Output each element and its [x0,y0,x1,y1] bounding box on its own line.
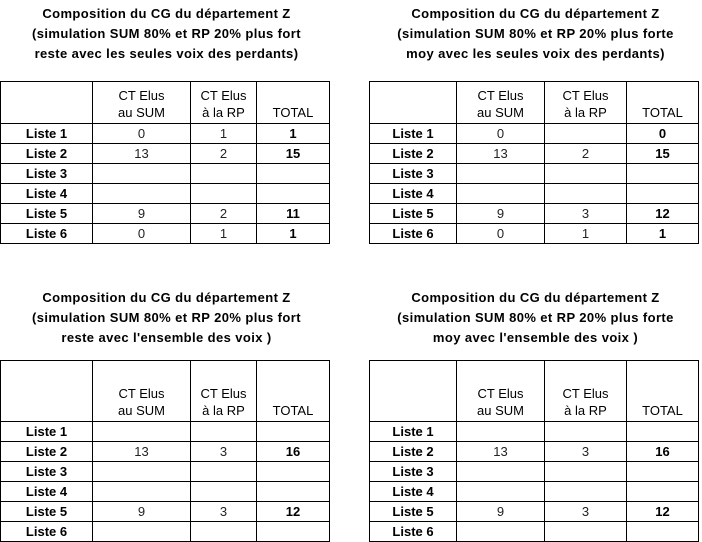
table-row [1,522,330,542]
table-row [370,144,699,164]
cell-rp [545,184,627,204]
cell-sum: 9 [93,502,191,522]
cell-total [627,422,699,442]
cell-rp: 3 [545,204,627,224]
cell-sum: 13 [93,144,191,164]
table-row [1,462,330,482]
cell-total: 16 [627,442,699,462]
row-label: Liste 6 [1,522,93,542]
table-block-bottom-right [369,288,702,542]
cell-rp: 1 [545,224,627,244]
cell-sum: 13 [93,442,191,462]
table-row [370,502,699,522]
row-label: Liste 2 [370,442,457,462]
table-title: Composition du CG du département Z (simulation SUM 80% et RP 20% plus fort reste avec l'ensemble des voix ) [32,290,301,345]
row-label: Liste 5 [1,204,93,224]
cell-sum [457,522,545,542]
table-row [1,482,330,502]
cell-rp: 1 [191,224,257,244]
row-label: Liste 1 [370,422,457,442]
cell-total [257,482,330,502]
table-block-bottom-left [0,288,333,542]
header-total: TOTAL [257,82,330,124]
table-row [1,224,330,244]
cell-sum: 0 [93,124,191,144]
cell-rp: 3 [191,502,257,522]
row-label: Liste 1 [370,124,457,144]
row-label: Liste 6 [370,522,457,542]
header-row [1,82,330,124]
row-label: Liste 3 [1,164,93,184]
cell-sum: 13 [457,144,545,164]
cell-sum [457,482,545,502]
row-label: Liste 2 [1,442,93,462]
row-label: Liste 4 [1,184,93,204]
cell-total [627,184,699,204]
cell-rp [191,184,257,204]
header-ct-sum: CT Elus au SUM [457,361,545,422]
row-label: Liste 5 [1,502,93,522]
cell-rp: 3 [191,442,257,462]
table-block-top-left [0,4,333,244]
table-title: Composition du CG du département Z (simulation SUM 80% et RP 20% plus fort reste avec les seules voix des perdants) [32,6,301,61]
cell-rp [191,482,257,502]
cell-rp [545,124,627,144]
row-label: Liste 3 [370,462,457,482]
cell-total: 1 [627,224,699,244]
cell-sum: 0 [457,124,545,144]
cell-sum [93,522,191,542]
row-label: Liste 3 [370,164,457,184]
cell-rp: 2 [191,204,257,224]
cell-sum [93,422,191,442]
cell-total: 12 [627,502,699,522]
cell-rp [545,522,627,542]
table-row [370,204,699,224]
cell-total: 15 [627,144,699,164]
header-ct-sum: CT Elus au SUM [93,361,191,422]
row-label: Liste 1 [1,422,93,442]
cell-rp: 3 [545,442,627,462]
cell-total [257,422,330,442]
cell-rp [191,462,257,482]
header-total: TOTAL [257,361,330,422]
cell-sum [93,462,191,482]
cell-total: 16 [257,442,330,462]
cell-sum: 9 [457,502,545,522]
cell-total: 15 [257,144,330,164]
cell-rp [191,164,257,184]
composition-table [0,360,330,542]
table-row [1,204,330,224]
cell-sum: 0 [93,224,191,244]
cell-rp [545,422,627,442]
table-row [370,462,699,482]
cell-sum [93,482,191,502]
cell-rp: 1 [191,124,257,144]
table-title: Composition du CG du département Z (simulation SUM 80% et RP 20% plus forte moy avec l'ensemble des voix ) [397,290,674,345]
cell-total [257,164,330,184]
cell-total: 1 [257,124,330,144]
header-ct-rp: CT Elus à la RP [545,82,627,124]
cell-rp [545,462,627,482]
cell-total: 11 [257,204,330,224]
row-label: Liste 4 [1,482,93,502]
table-row [1,422,330,442]
cell-rp [191,422,257,442]
header-empty-cell [370,82,457,124]
row-label: Liste 5 [370,204,457,224]
cell-rp: 2 [545,144,627,164]
row-label: Liste 4 [370,482,457,502]
cell-rp: 2 [191,144,257,164]
table-title: Composition du CG du département Z (simulation SUM 80% et RP 20% plus forte moy avec les seules voix des perdants) [397,6,674,61]
table-row [370,422,699,442]
cell-total [257,184,330,204]
header-row [1,361,330,422]
table-row [370,224,699,244]
cell-total [627,522,699,542]
row-label: Liste 5 [370,502,457,522]
cell-sum: 9 [93,204,191,224]
header-ct-sum: CT Elus au SUM [457,82,545,124]
table-row [1,184,330,204]
table-row [370,184,699,204]
cell-total: 1 [257,224,330,244]
header-ct-rp: CT Elus à la RP [545,361,627,422]
row-label: Liste 2 [370,144,457,164]
cell-sum [93,164,191,184]
composition-table [369,360,699,542]
header-empty-cell [1,361,93,422]
composition-table [369,81,699,244]
table-row [370,482,699,502]
cell-total: 12 [627,204,699,224]
cell-rp [545,482,627,502]
table-row [1,144,330,164]
cell-total: 12 [257,502,330,522]
header-ct-rp: CT Elus à la RP [191,361,257,422]
cell-sum [93,184,191,204]
table-block-top-right [369,4,702,244]
header-total: TOTAL [627,82,699,124]
row-label: Liste 2 [1,144,93,164]
table-row [1,502,330,522]
cell-sum: 13 [457,442,545,462]
table-row [370,164,699,184]
row-label: Liste 6 [370,224,457,244]
cell-total [257,462,330,482]
row-label: Liste 6 [1,224,93,244]
table-row [370,522,699,542]
table-row [370,124,699,144]
cell-total [257,522,330,542]
table-row [1,442,330,462]
row-label: Liste 4 [370,184,457,204]
composition-table [0,81,330,244]
header-row [370,82,699,124]
header-ct-sum: CT Elus au SUM [93,82,191,124]
table-row [370,442,699,462]
cell-rp: 3 [545,502,627,522]
cell-rp [545,164,627,184]
cell-sum [457,422,545,442]
cell-sum [457,164,545,184]
cell-rp [191,522,257,542]
header-row [370,361,699,422]
header-empty-cell [1,82,93,124]
cell-total [627,482,699,502]
header-ct-rp: CT Elus à la RP [191,82,257,124]
cell-sum: 9 [457,204,545,224]
cell-sum [457,184,545,204]
header-empty-cell [370,361,457,422]
table-row [1,164,330,184]
cell-sum: 0 [457,224,545,244]
cell-total [627,164,699,184]
cell-total: 0 [627,124,699,144]
cell-total [627,462,699,482]
header-total: TOTAL [627,361,699,422]
cell-sum [457,462,545,482]
row-label: Liste 3 [1,462,93,482]
row-label: Liste 1 [1,124,93,144]
table-row [1,124,330,144]
